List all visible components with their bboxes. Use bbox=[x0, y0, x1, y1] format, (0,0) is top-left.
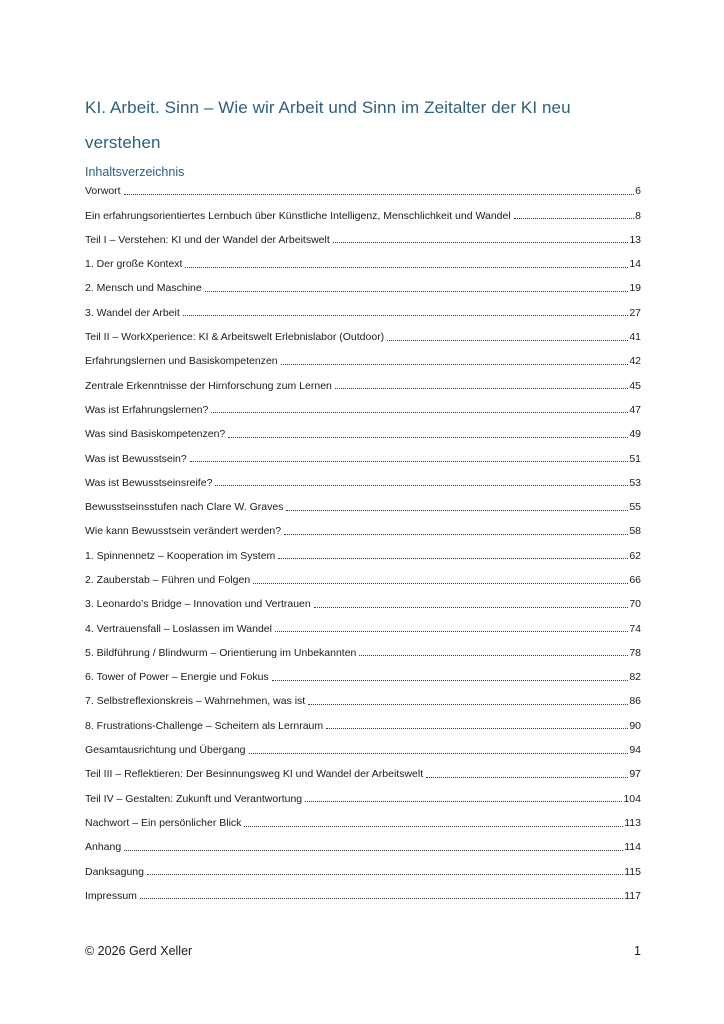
toc-entry[interactable] bbox=[85, 489, 641, 513]
toc-entry-page: 51 bbox=[629, 452, 641, 465]
document-title: KI. Arbeit. Sinn – Wie wir Arbeit und Sinn im Zeitalter der KI neu verstehen bbox=[85, 98, 571, 152]
toc-dot-leader bbox=[124, 850, 623, 851]
toc-entry[interactable] bbox=[85, 343, 641, 367]
toc-dot-leader bbox=[286, 510, 628, 511]
toc-entry[interactable] bbox=[85, 829, 641, 853]
toc-dot-leader bbox=[253, 583, 628, 584]
toc-entry[interactable] bbox=[85, 635, 641, 659]
toc-dot-leader bbox=[205, 291, 629, 292]
toc-entry[interactable] bbox=[85, 392, 641, 416]
toc-entry[interactable] bbox=[85, 610, 641, 634]
toc-entry-label: Was sind Basiskompetenzen? bbox=[85, 428, 226, 441]
toc-entry[interactable] bbox=[85, 222, 641, 246]
toc-entry[interactable] bbox=[85, 513, 641, 537]
toc-entry-label: 2. Zauberstab – Führen und Folgen bbox=[85, 573, 251, 586]
toc-dot-leader bbox=[278, 558, 628, 559]
toc-dot-leader bbox=[244, 826, 623, 827]
toc-entry[interactable] bbox=[85, 586, 641, 610]
page-number: 1 bbox=[634, 944, 641, 958]
copyright-text: © 2026 Gerd Xeller bbox=[85, 944, 193, 958]
toc-entry-label: 6. Tower of Power – Energie und Fokus bbox=[85, 671, 269, 684]
toc-entry-page: 70 bbox=[629, 598, 641, 611]
toc-dot-leader bbox=[185, 267, 628, 268]
toc-entry-page: 78 bbox=[629, 646, 641, 659]
toc-entry-page: 53 bbox=[629, 476, 641, 489]
toc-dot-leader bbox=[305, 801, 622, 802]
toc-entry-label: Teil III – Reflektieren: Der Besinnungsweg KI und Wandel der Arbeitswelt bbox=[85, 768, 424, 781]
toc-entry-page: 90 bbox=[629, 719, 641, 732]
toc-entry-page: 55 bbox=[629, 501, 641, 514]
toc-dot-leader bbox=[249, 753, 629, 754]
toc-heading: Inhaltsverzeichnis bbox=[85, 165, 185, 179]
toc-dot-leader bbox=[211, 412, 628, 413]
toc-entry-page: 19 bbox=[629, 282, 641, 295]
toc-entry-label: Teil I – Verstehen: KI und der Wandel der Arbeitswelt bbox=[85, 233, 330, 246]
toc-entry-page: 66 bbox=[629, 573, 641, 586]
toc-entry-label: Was ist Bewusstseinsreife? bbox=[85, 476, 213, 489]
toc-entry-page: 14 bbox=[629, 258, 641, 271]
toc-entry-page: 94 bbox=[629, 744, 641, 757]
toc-entry[interactable] bbox=[85, 878, 641, 902]
toc-entry[interactable] bbox=[85, 756, 641, 780]
toc-entry[interactable] bbox=[85, 294, 641, 318]
toc-dot-leader bbox=[335, 388, 628, 389]
toc-entry-page: 82 bbox=[629, 671, 641, 684]
toc-entry-label: 4. Vertrauensfall – Loslassen im Wandel bbox=[85, 622, 272, 635]
toc-entry[interactable] bbox=[85, 683, 641, 707]
toc-entry-label: 8. Frustrations-Challenge – Scheitern als Lernraum bbox=[85, 719, 324, 732]
table-of-contents bbox=[85, 173, 641, 902]
toc-entry-page: 45 bbox=[629, 379, 641, 392]
toc-entry-label: 1. Der große Kontext bbox=[85, 258, 183, 271]
toc-entry-label: 1. Spinnennetz – Kooperation im System bbox=[85, 549, 276, 562]
toc-entry-label: Teil IV – Gestalten: Zukunft und Verantwortung bbox=[85, 792, 303, 805]
toc-entry[interactable] bbox=[85, 708, 641, 732]
toc-dot-leader bbox=[359, 655, 628, 656]
toc-entry[interactable] bbox=[85, 853, 641, 877]
toc-entry-label: Ein erfahrungsorientiertes Lernbuch über Künstliche Intelligenz, Menschlichkeit und Wandel bbox=[85, 209, 511, 222]
toc-entry-page: 47 bbox=[629, 403, 641, 416]
toc-dot-leader bbox=[514, 218, 634, 219]
toc-entry-label: Was ist Erfahrungslernen? bbox=[85, 403, 209, 416]
toc-entry-page: 62 bbox=[629, 549, 641, 562]
toc-entry-label: Erfahrungslernen und Basiskompetenzen bbox=[85, 355, 278, 368]
toc-entry[interactable] bbox=[85, 780, 641, 804]
toc-entry[interactable] bbox=[85, 319, 641, 343]
toc-entry-page: 117 bbox=[624, 889, 641, 902]
toc-entry-page: 13 bbox=[629, 233, 641, 246]
toc-entry[interactable] bbox=[85, 465, 641, 489]
toc-dot-leader bbox=[281, 364, 629, 365]
toc-entry-page: 74 bbox=[629, 622, 641, 635]
toc-entry-label: 7. Selbstreflexionskreis – Wahrnehmen, was ist bbox=[85, 695, 306, 708]
toc-dot-leader bbox=[272, 680, 629, 681]
toc-dot-leader bbox=[183, 315, 629, 316]
toc-entry[interactable] bbox=[85, 732, 641, 756]
toc-entry-page: 42 bbox=[629, 355, 641, 368]
toc-entry[interactable] bbox=[85, 197, 641, 221]
toc-dot-leader bbox=[140, 898, 623, 899]
page-footer bbox=[85, 944, 641, 958]
toc-entry[interactable] bbox=[85, 246, 641, 270]
toc-entry-label: Impressum bbox=[85, 889, 137, 902]
toc-entry[interactable] bbox=[85, 537, 641, 561]
toc-dot-leader bbox=[215, 485, 628, 486]
toc-dot-leader bbox=[284, 534, 628, 535]
toc-entry-label: Wie kann Bewusstsein verändert werden? bbox=[85, 525, 282, 538]
toc-entry[interactable] bbox=[85, 173, 641, 197]
toc-dot-leader bbox=[124, 194, 635, 195]
toc-entry-label: Nachwort – Ein persönlicher Blick bbox=[85, 816, 242, 829]
toc-dot-leader bbox=[314, 607, 629, 608]
toc-entry[interactable] bbox=[85, 659, 641, 683]
toc-entry-page: 97 bbox=[629, 768, 641, 781]
toc-entry-label: Zentrale Erkenntnisse der Hirnforschung zum Lernen bbox=[85, 379, 332, 392]
toc-entry[interactable] bbox=[85, 270, 641, 294]
toc-entry-label: 5. Bildführung / Blindwurm – Orientierung im Unbekannten bbox=[85, 646, 357, 659]
toc-entry[interactable] bbox=[85, 367, 641, 391]
toc-entry-page: 104 bbox=[623, 792, 641, 805]
toc-dot-leader bbox=[275, 631, 628, 632]
toc-entry[interactable] bbox=[85, 805, 641, 829]
toc-entry-label: Was ist Bewusstsein? bbox=[85, 452, 187, 465]
toc-dot-leader bbox=[333, 242, 629, 243]
toc-entry-label: Teil II – WorkXperience: KI & Arbeitswelt Erlebnislabor (Outdoor) bbox=[85, 331, 385, 344]
toc-entry-page: 49 bbox=[629, 428, 641, 441]
toc-entry[interactable] bbox=[85, 562, 641, 586]
toc-entry[interactable] bbox=[85, 440, 641, 464]
toc-entry-label: 3. Wandel der Arbeit bbox=[85, 306, 180, 319]
toc-entry-page: 6 bbox=[635, 185, 641, 198]
toc-dot-leader bbox=[190, 461, 629, 462]
toc-entry[interactable] bbox=[85, 416, 641, 440]
toc-entry-label: 3. Leonardo’s Bridge – Innovation und Vertrauen bbox=[85, 598, 311, 611]
toc-entry-label: Vorwort bbox=[85, 185, 121, 198]
toc-entry-page: 8 bbox=[635, 209, 641, 222]
toc-entry-page: 58 bbox=[629, 525, 641, 538]
toc-entry-page: 113 bbox=[624, 816, 641, 829]
toc-entry-label: Bewusstseinsstufen nach Clare W. Graves bbox=[85, 501, 284, 514]
toc-dot-leader bbox=[426, 777, 628, 778]
toc-dot-leader bbox=[147, 874, 623, 875]
toc-entry-label: Anhang bbox=[85, 841, 122, 854]
toc-entry-label: Danksagung bbox=[85, 865, 144, 878]
toc-entry-page: 41 bbox=[629, 331, 641, 344]
toc-entry-page: 115 bbox=[624, 865, 641, 878]
toc-dot-leader bbox=[308, 704, 628, 705]
toc-entry-label: Gesamtausrichtung und Übergang bbox=[85, 744, 246, 757]
toc-entry-page: 27 bbox=[629, 306, 641, 319]
toc-dot-leader bbox=[387, 340, 628, 341]
toc-dot-leader bbox=[326, 728, 628, 729]
toc-dot-leader bbox=[228, 437, 628, 438]
toc-entry-page: 86 bbox=[629, 695, 641, 708]
toc-entry-label: 2. Mensch und Maschine bbox=[85, 282, 202, 295]
toc-entry-page: 114 bbox=[624, 841, 641, 854]
